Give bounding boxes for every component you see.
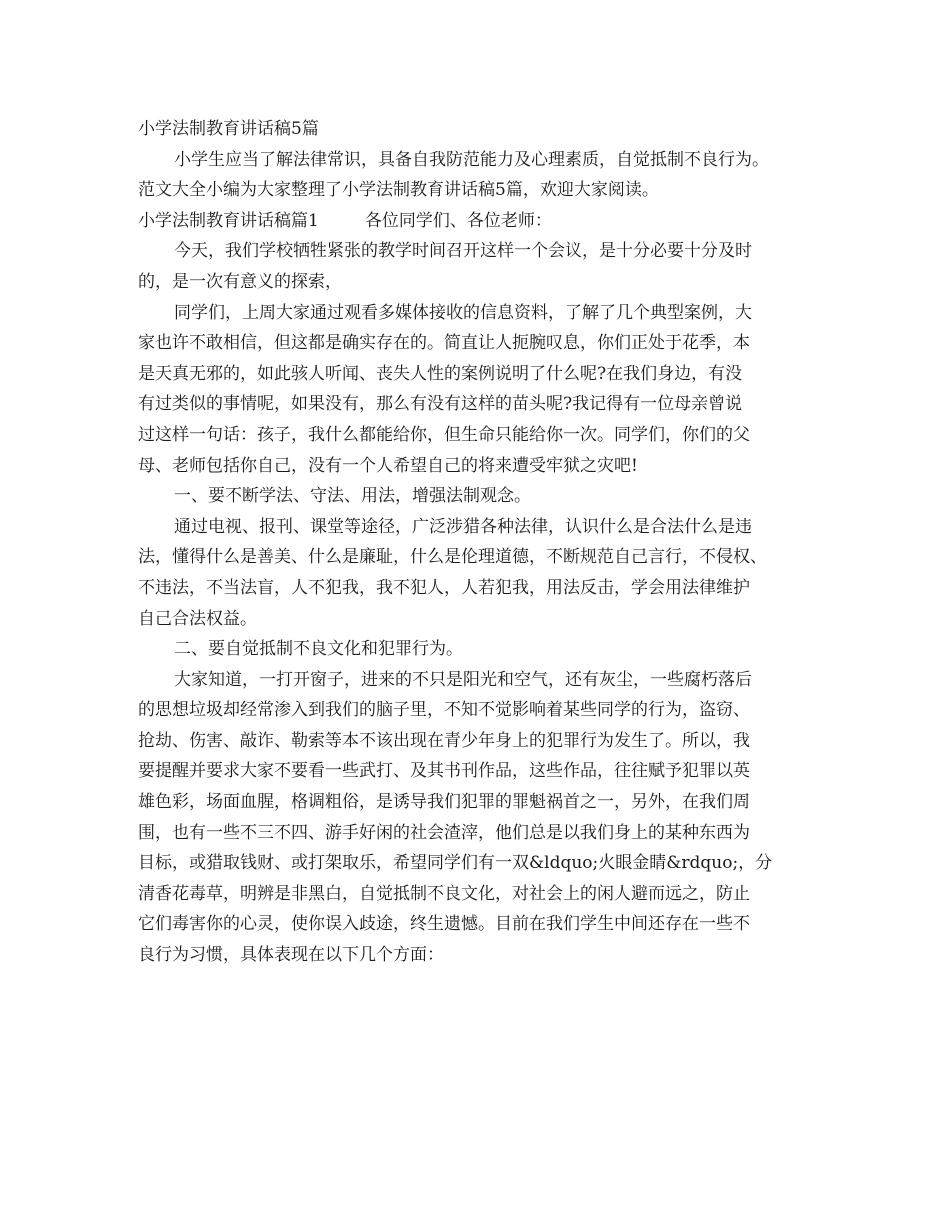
body-line: 的，是一次有意义的探索，	[138, 271, 342, 292]
intro-line-1: 小学生应当了解法律常识，具备自我防范能力及心理素质，自觉抵制不良行为。	[174, 149, 769, 170]
intro-line-2: 范文大全小编为大家整理了小学法制教育讲话稿5篇，欢迎大家阅读。	[138, 180, 659, 201]
body-line: 它们毒害你的心灵，使你误入歧途，终生遗憾。目前在我们学生中间还存在一些不	[138, 914, 750, 935]
body-line: 自己合法权益。	[138, 608, 257, 629]
body-line: 法，懂得什么是善美、什么是廉耻，什么是伦理道德，不断规范自己言行，不侵权、	[138, 547, 767, 568]
body-line: 不违法，不当法盲，人不犯我，我不犯人，人若犯我，用法反击，学会用法律维护	[138, 577, 750, 598]
point-heading-1: 一、要不断学法、守法、用法，增强法制观念。	[174, 486, 531, 507]
body-line: 有过类似的事情呢，如果没有，那么有没有这样的苗头呢?我记得有一位母亲曾说	[138, 394, 743, 415]
body-line: 家也许不敢相信，但这都是确实存在的。简直让人扼腕叹息，你们正处于花季，本	[138, 333, 750, 354]
section-heading-line	[138, 206, 813, 237]
body-line: 目标，或猎取钱财、或打架取乐，希望同学们有一双&ldquo;火眼金睛&rdquo;，分	[138, 853, 773, 874]
point-heading-2: 二、要自觉抵制不良文化和犯罪行为。	[174, 639, 463, 660]
body-line: 今天，我们学校牺牲紧张的教学时间召开这样一个会议，是十分必要十分及时	[174, 241, 752, 262]
body-line: 良行为习惯，具体表现在以下几个方面：	[138, 945, 444, 966]
section-heading: 小学法制教育讲话稿篇1	[138, 210, 319, 231]
body-line: 母、老师包括你自己，没有一个人希望自己的将来遭受牢狱之灾吧!	[138, 455, 638, 476]
body-line: 雄色彩，场面血腥，格调粗俗，是诱导我们犯罪的罪魁祸首之一，另外，在我们周	[138, 792, 750, 813]
body-line: 是天真无邪的，如此骇人听闻、丧失人性的案例说明了什么呢?在我们身边，有没	[138, 363, 743, 384]
body-line: 通过电视、报刊、课堂等途径，广泛涉猎各种法律，认识什么是合法什么是违	[174, 516, 752, 537]
body-line: 清香花毒草，明辨是非黑白，自觉抵制不良文化，对社会上的闲人避而远之，防止	[138, 883, 750, 904]
body-line: 围，也有一些不三不四、游手好闲的社会渣滓，他们总是以我们身上的某种东西为	[138, 822, 750, 843]
body-line: 同学们，上周大家通过观看多媒体接收的信息资料，了解了几个典型案例，大	[174, 302, 752, 323]
document-page	[138, 114, 813, 971]
body-line: 要提醒并要求大家不要看一些武打、及其书刊作品，这些作品，往往赋予犯罪以英	[138, 761, 750, 782]
body-line: 抢劫、伤害、敲诈、勒索等本不该出现在青少年身上的犯罪行为发生了。所以，我	[138, 730, 750, 751]
salutation: 各位同学们、各位老师：	[364, 210, 552, 231]
body-line: 过这样一句话：孩子，我什么都能给你，但生命只能给你一次。同学们，你们的父	[138, 424, 750, 445]
body-line: 的思想垃圾却经常渗入到我们的脑子里，不知不觉影响着某些同学的行为，盗窃、	[138, 700, 750, 721]
document-title: 小学法制教育讲话稿5篇	[138, 119, 319, 139]
body-line: 大家知道，一打开窗子，进来的不只是阳光和空气，还有灰尘，一些腐朽落后	[174, 669, 752, 690]
